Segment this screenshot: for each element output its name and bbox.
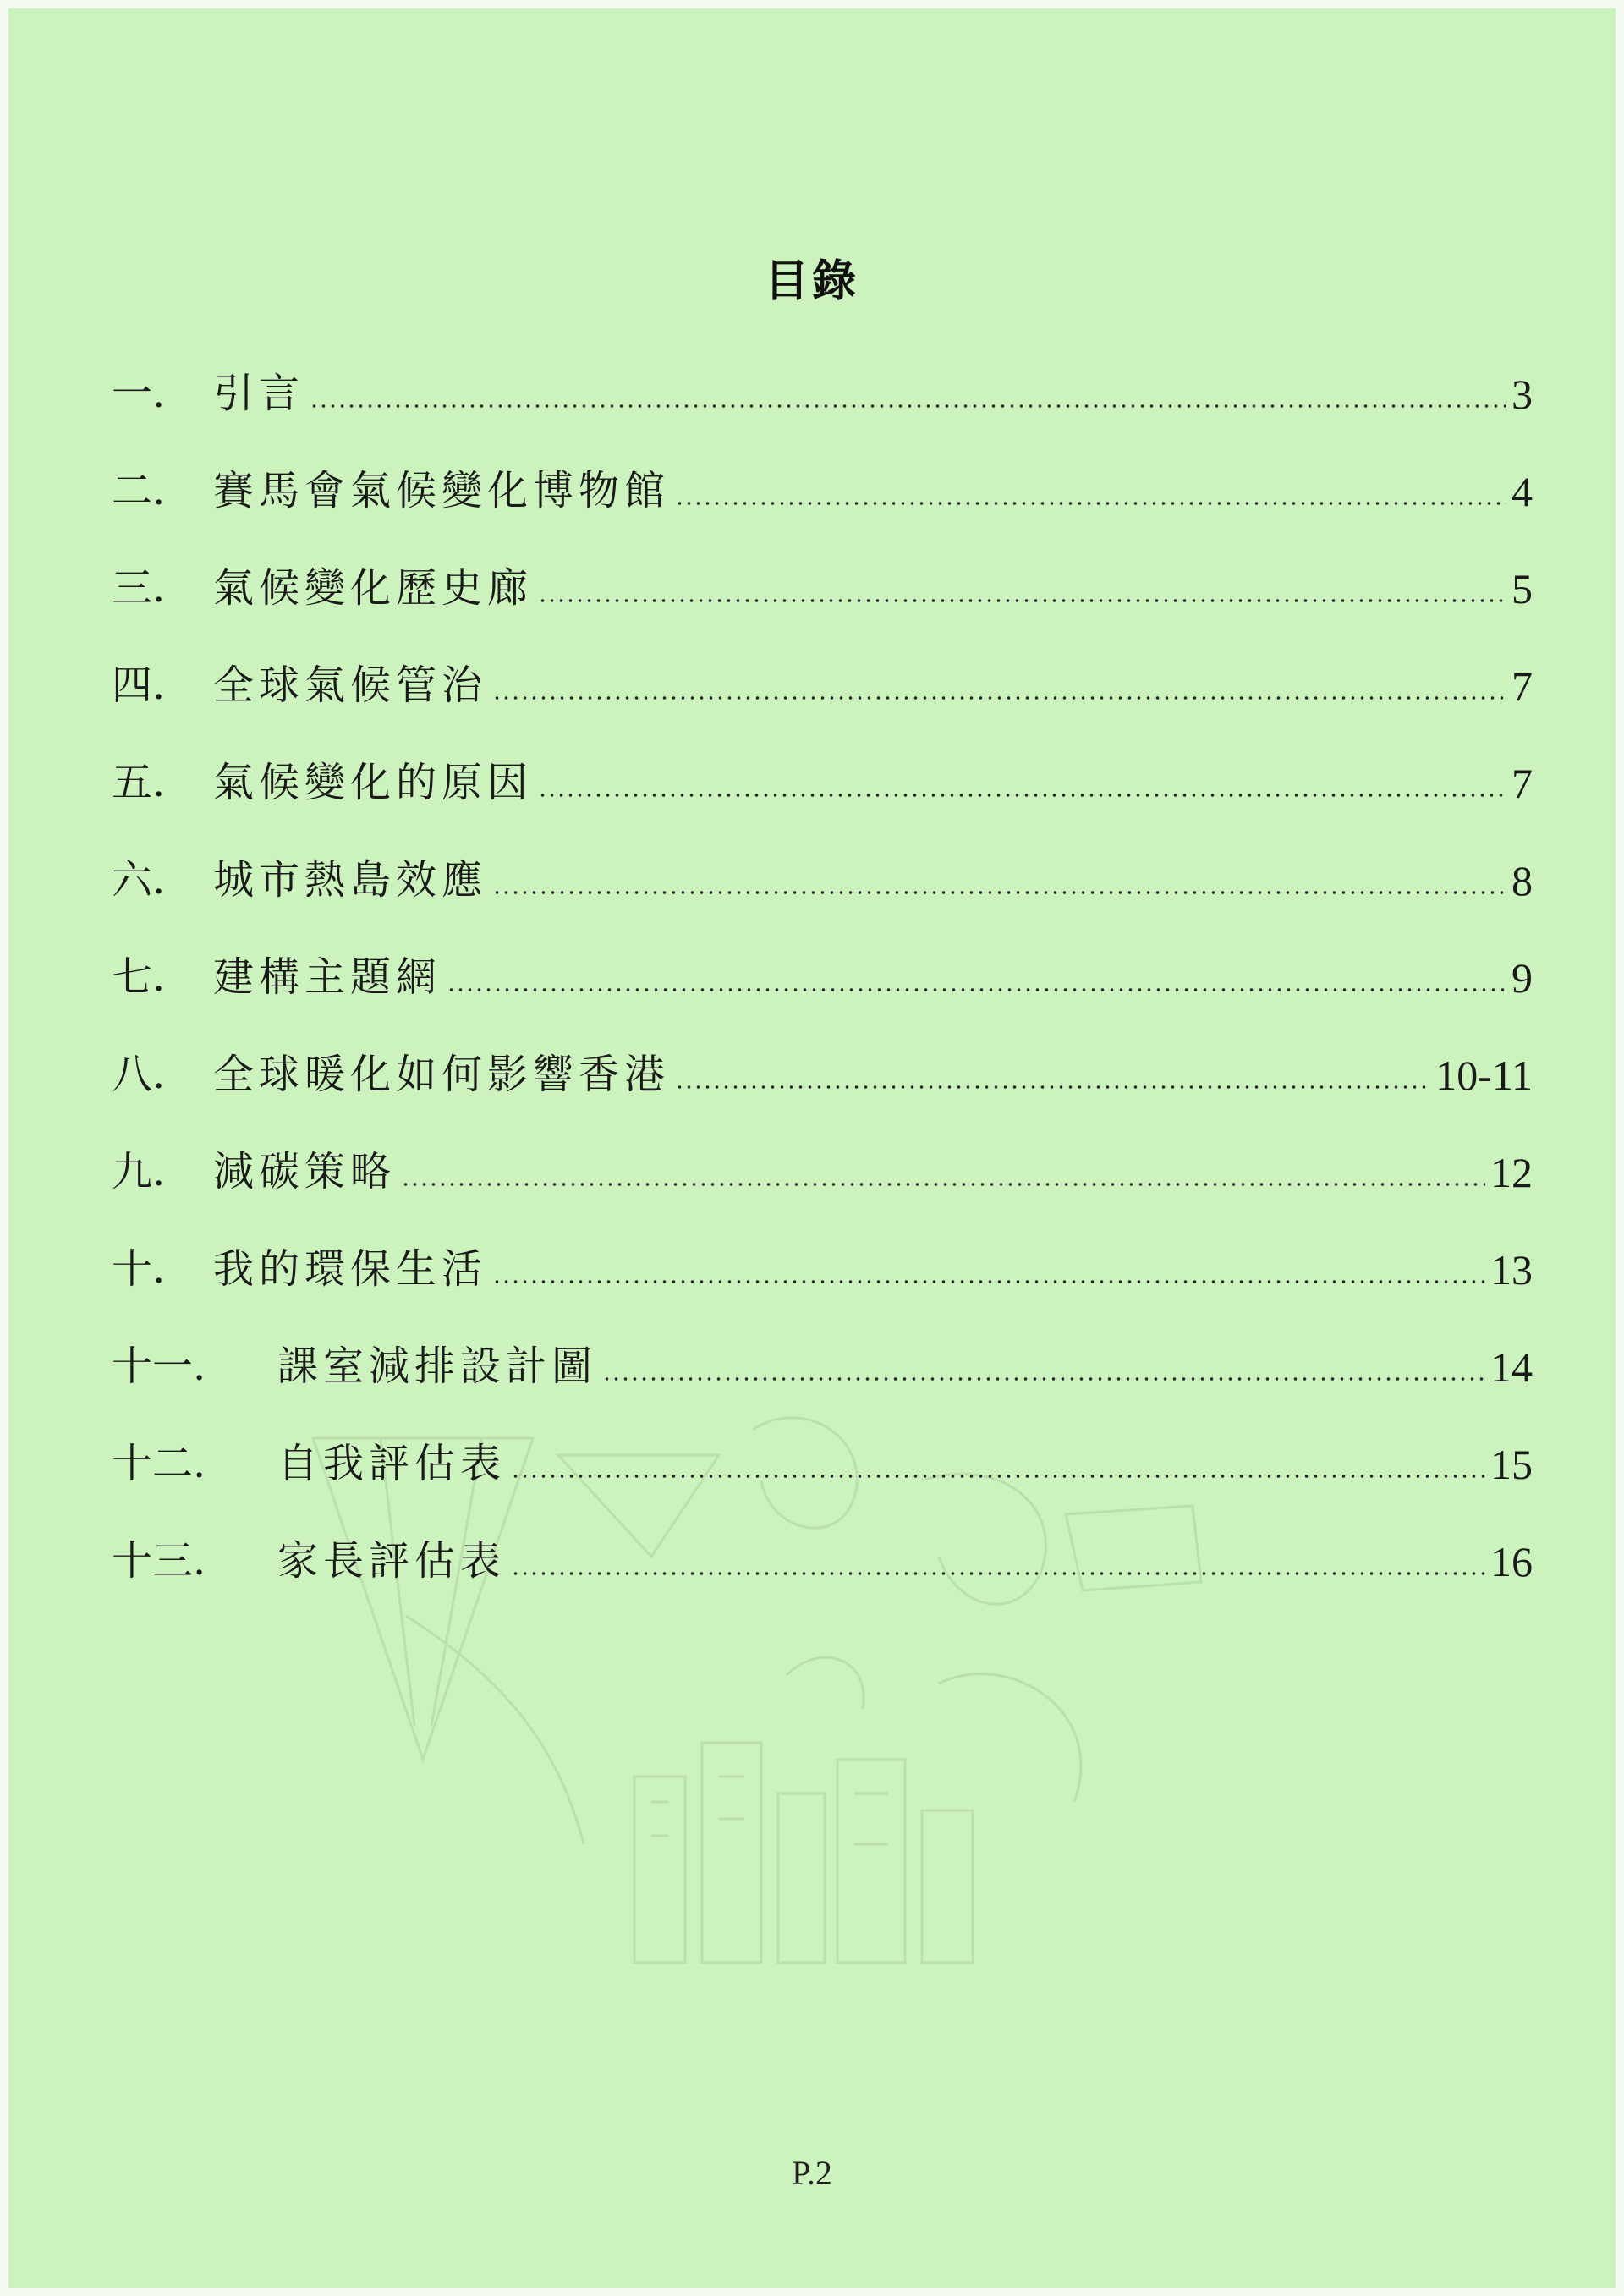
toc-entry-label: 城市熱島效應 — [213, 856, 488, 904]
toc-entry-5 — [112, 740, 1533, 808]
toc-entry-number: 三. — [112, 564, 166, 612]
toc-entry-page: 15 — [1490, 1441, 1533, 1488]
toc-entry-page: 7 — [1512, 760, 1533, 807]
toc-entry-label: 課室減排設計圖 — [277, 1343, 598, 1390]
toc-entry-number: 八. — [112, 1051, 166, 1098]
toc-dot-leader — [310, 404, 1506, 409]
toc-entry-10 — [112, 1227, 1533, 1294]
toc-entry-7 — [112, 935, 1533, 1002]
toc-entry-page: 7 — [1512, 662, 1533, 710]
toc-entry-page: 9 — [1512, 954, 1533, 1002]
toc-entry-page: 13 — [1490, 1246, 1533, 1294]
toc-entry-label: 家長評估表 — [277, 1537, 507, 1585]
toc-entry-number: 二. — [112, 467, 166, 514]
toc-entry-page: 16 — [1490, 1538, 1533, 1585]
toc-dot-leader — [538, 793, 1506, 798]
toc-entry-page: 14 — [1490, 1343, 1533, 1391]
toc-entry-label: 全球氣候管治 — [213, 662, 488, 709]
toc-entry-label: 自我評估表 — [277, 1440, 507, 1487]
toc-entry-12 — [112, 1421, 1533, 1489]
toc-entry-number: 九. — [112, 1148, 166, 1195]
toc-entry-number: 七. — [112, 953, 166, 1001]
toc-dot-leader — [492, 890, 1506, 895]
background-sketch-watermark — [279, 1404, 1294, 1997]
toc-entry-4 — [112, 643, 1533, 711]
toc-entry-page: 8 — [1512, 857, 1533, 904]
toc-dot-leader — [675, 501, 1506, 506]
toc-entry-label: 建構主題網 — [213, 953, 442, 1001]
toc-entry-label: 氣候變化的原因 — [213, 759, 534, 806]
toc-dot-leader — [602, 1376, 1485, 1381]
toc-entry-number: 十三. — [112, 1537, 206, 1585]
toc-dot-leader — [492, 1279, 1485, 1284]
toc-entry-label: 引言 — [213, 370, 305, 417]
toc-entry-page: 12 — [1490, 1149, 1533, 1196]
toc-dot-leader — [511, 1474, 1485, 1479]
toc-entry-9 — [112, 1129, 1533, 1197]
toc-entry-11 — [112, 1324, 1533, 1392]
toc-dot-leader — [447, 987, 1506, 992]
toc-entry-3 — [112, 546, 1533, 613]
toc-entry-number: 四. — [112, 662, 166, 709]
toc-entry-number: 十二. — [112, 1440, 206, 1487]
toc-entry-label: 全球暖化如何影響香港 — [213, 1051, 671, 1098]
toc-entry-8 — [112, 1032, 1533, 1100]
toc-entry-number: 六. — [112, 856, 166, 904]
toc-entry-number: 十. — [112, 1245, 166, 1293]
toc-dot-leader — [401, 1182, 1485, 1187]
toc-dot-leader — [511, 1571, 1485, 1576]
toc-entry-label: 我的環保生活 — [213, 1245, 488, 1293]
page-number-footer: P.2 — [792, 2154, 832, 2192]
toc-entry-6 — [112, 838, 1533, 905]
toc-entry-label: 賽馬會氣候變化博物館 — [213, 467, 671, 514]
toc-entry-label: 減碳策略 — [213, 1148, 397, 1195]
toc-entry-2 — [112, 448, 1533, 516]
toc-entry-number: 一. — [112, 370, 166, 417]
toc-entry-number: 五. — [112, 759, 166, 806]
toc-entry-13 — [112, 1519, 1533, 1586]
page-title: 目錄 — [764, 256, 859, 307]
toc-entry-page: 4 — [1512, 468, 1533, 515]
toc-dot-leader — [492, 695, 1506, 700]
toc-entry-label: 氣候變化歷史廊 — [213, 564, 534, 612]
toc-entry-page: 3 — [1512, 371, 1533, 418]
toc-dot-leader — [538, 598, 1506, 603]
toc-entry-page: 10-11 — [1435, 1052, 1533, 1099]
toc-entry-number: 十一. — [112, 1343, 206, 1390]
toc-dot-leader — [675, 1085, 1430, 1090]
toc-entry-page: 5 — [1512, 565, 1533, 612]
toc-entry-1 — [112, 351, 1533, 419]
